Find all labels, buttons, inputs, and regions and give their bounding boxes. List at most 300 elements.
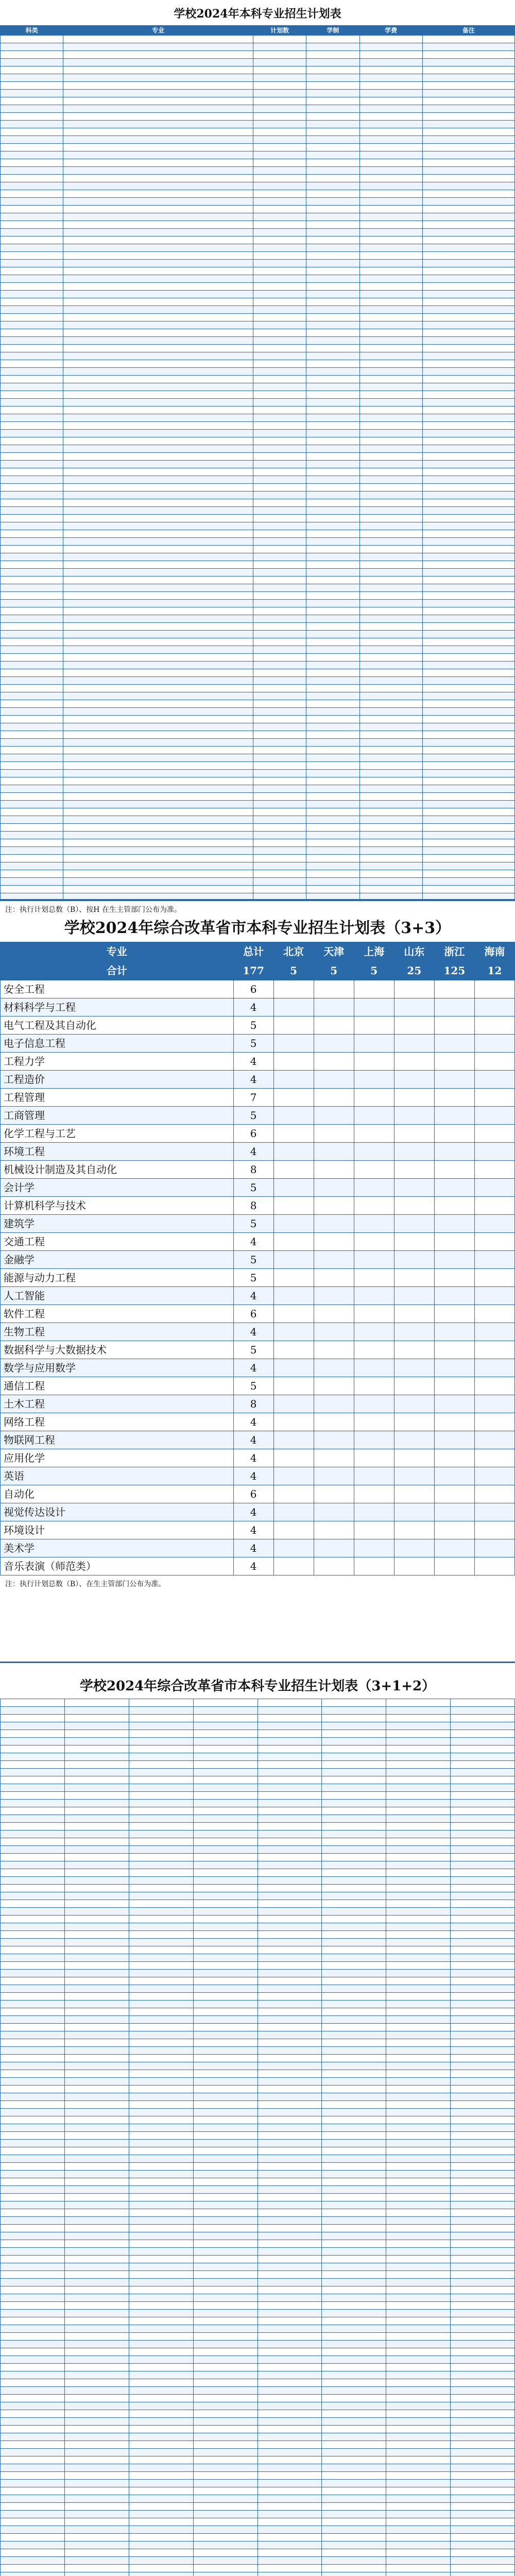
table-cell <box>451 1722 515 1730</box>
table-row <box>1 816 515 824</box>
table-cell <box>474 998 514 1016</box>
table-cell <box>258 2371 322 2379</box>
table-cell <box>64 1722 129 1730</box>
table-cell <box>1 2093 65 2101</box>
table-cell <box>1 2031 65 2039</box>
table-cell <box>386 1846 451 1854</box>
table-cell <box>1 2039 65 2047</box>
table-cell <box>273 1089 314 1107</box>
table-cell <box>422 492 514 499</box>
table-cell <box>386 1823 451 1831</box>
table-cell <box>258 2001 322 2008</box>
table-cell <box>322 2572 386 2576</box>
table-cell <box>193 2201 258 2209</box>
table-cell <box>258 2495 322 2503</box>
section1-table <box>0 25 515 901</box>
table-cell <box>1 151 63 159</box>
table-cell <box>386 1854 451 1861</box>
table-cell <box>253 136 306 144</box>
table-cell <box>422 862 514 870</box>
table-cell <box>306 144 359 151</box>
table-cell <box>253 383 306 391</box>
table-cell <box>306 128 359 136</box>
table-cell <box>64 2271 129 2279</box>
table-cell <box>193 2039 258 2047</box>
table-cell <box>258 2124 322 2132</box>
table-cell <box>386 1892 451 1900</box>
table-cell <box>258 1993 322 2001</box>
table-cell <box>306 236 359 244</box>
table-cell <box>253 337 306 345</box>
table-cell <box>359 105 422 113</box>
table-cell <box>193 2464 258 2472</box>
table-cell <box>306 553 359 561</box>
table-cell <box>422 128 514 136</box>
table-cell <box>63 654 253 662</box>
table-cell <box>359 430 422 437</box>
table-cell <box>193 1699 258 1707</box>
table-cell <box>422 206 514 213</box>
table-cell <box>129 2101 193 2109</box>
table-cell <box>422 538 514 546</box>
table-cell <box>359 785 422 793</box>
table-cell <box>322 1877 386 1885</box>
table-cell <box>386 2557 451 2565</box>
table-cell <box>354 1107 394 1125</box>
table-row <box>1 51 515 59</box>
table-cell <box>64 1715 129 1722</box>
table-cell <box>63 113 253 121</box>
table-cell <box>64 1745 129 1753</box>
table-cell <box>253 97 306 105</box>
table-cell <box>64 2511 129 2518</box>
table-cell <box>1 662 63 669</box>
table-cell <box>193 2348 258 2356</box>
table-cell <box>1 74 63 82</box>
table-cell <box>63 36 253 43</box>
table-cell <box>258 2464 322 2472</box>
table-cell <box>322 2402 386 2410</box>
table-cell: 4 <box>233 1143 273 1161</box>
table-row <box>1 2480 515 2487</box>
table-cell <box>129 2541 193 2549</box>
table-cell <box>474 1107 514 1125</box>
table-cell <box>129 2232 193 2240</box>
table-row <box>1 708 515 716</box>
table-row <box>1 260 515 267</box>
table-cell <box>474 1233 514 1251</box>
table-cell <box>322 2271 386 2279</box>
section-divider <box>0 899 515 901</box>
table-cell <box>63 546 253 553</box>
table-cell <box>474 1035 514 1053</box>
table-cell <box>64 2140 129 2147</box>
table-cell <box>1 2534 65 2541</box>
table-cell <box>253 461 306 468</box>
table-cell <box>1 2217 65 2225</box>
table-row <box>1 731 515 739</box>
table-row <box>1 2395 515 2402</box>
table-cell <box>129 2279 193 2286</box>
table-cell <box>322 2201 386 2209</box>
table-cell <box>64 2402 129 2410</box>
table-cell <box>64 2526 129 2534</box>
table-cell <box>451 2541 515 2549</box>
table-cell <box>359 731 422 739</box>
table-cell <box>451 2116 515 2124</box>
table-cell <box>129 2549 193 2557</box>
table-cell <box>386 2279 451 2286</box>
table-row <box>1 1916 515 1923</box>
table-cell <box>434 1125 474 1143</box>
table-row <box>1 2225 515 2232</box>
table-cell <box>322 2333 386 2341</box>
table-cell <box>64 2163 129 2171</box>
table-cell <box>253 654 306 662</box>
table-cell <box>1 2503 65 2511</box>
table-cell <box>359 770 422 777</box>
table-row <box>1 306 515 314</box>
table-cell: 人工智能 <box>1 1287 234 1305</box>
table-cell <box>1 453 63 461</box>
table-cell <box>193 2263 258 2271</box>
table-cell <box>64 2171 129 2178</box>
table-cell <box>306 592 359 600</box>
table-cell <box>434 1233 474 1251</box>
table-cell <box>386 2286 451 2294</box>
table-cell <box>359 700 422 708</box>
table-cell <box>306 66 359 74</box>
table-cell <box>193 1815 258 1823</box>
table-cell <box>258 2379 322 2387</box>
table-row <box>1 770 515 777</box>
table-cell <box>193 2101 258 2109</box>
table-cell <box>1 2140 65 2147</box>
table-cell <box>306 662 359 669</box>
table-cell <box>422 368 514 376</box>
table-cell <box>1 754 63 762</box>
table-cell <box>306 267 359 275</box>
table-cell <box>306 399 359 406</box>
table-cell <box>386 1753 451 1761</box>
table-cell <box>193 1730 258 1738</box>
table-cell <box>314 1503 354 1521</box>
table-cell <box>63 700 253 708</box>
table-cell <box>306 499 359 507</box>
table-cell <box>253 886 306 893</box>
table-row <box>1 2248 515 2256</box>
table-cell <box>1 515 63 522</box>
table-cell <box>63 360 253 368</box>
table-cell: 6 <box>233 1485 273 1503</box>
table-cell <box>258 2062 322 2070</box>
table-cell <box>253 731 306 739</box>
table-cell <box>64 2495 129 2503</box>
table-cell <box>354 1413 394 1431</box>
table-cell <box>474 1197 514 1215</box>
table-cell <box>253 352 306 360</box>
table-cell <box>451 2518 515 2526</box>
table-cell <box>322 1954 386 1962</box>
table-row <box>1 1869 515 1877</box>
table-cell: 5 <box>233 1179 273 1197</box>
table-cell <box>1 1722 65 1730</box>
section2-col-shandong: 山东 <box>394 942 434 961</box>
table-cell <box>394 1143 434 1161</box>
table-row <box>1 2124 515 2132</box>
table-cell <box>253 445 306 453</box>
table-cell <box>451 2503 515 2511</box>
table-cell <box>273 1287 314 1305</box>
table-cell <box>322 1916 386 1923</box>
table-cell <box>258 1807 322 1815</box>
table-cell <box>1 321 63 329</box>
table-cell <box>386 2526 451 2534</box>
table-cell <box>63 716 253 723</box>
table-cell <box>322 1931 386 1939</box>
table-cell <box>1 376 63 383</box>
table-cell <box>63 553 253 561</box>
table-cell <box>63 739 253 747</box>
table-cell <box>258 1738 322 1745</box>
table-cell <box>64 2263 129 2271</box>
table-cell <box>322 2449 386 2456</box>
table-cell <box>258 2263 322 2271</box>
table-cell <box>354 1539 394 1557</box>
table-cell <box>63 615 253 623</box>
table-cell <box>193 2356 258 2364</box>
table-row <box>1 468 515 476</box>
table-cell <box>253 492 306 499</box>
table-cell <box>306 754 359 762</box>
table-cell <box>394 1395 434 1413</box>
table-row <box>1 855 515 862</box>
table-cell <box>64 2201 129 2209</box>
table-cell <box>422 476 514 484</box>
table-row <box>1 2194 515 2201</box>
table-cell <box>64 1784 129 1792</box>
table-cell <box>422 252 514 260</box>
table-row <box>1 677 515 685</box>
table-cell <box>1 1707 65 1715</box>
table-cell <box>306 654 359 662</box>
table-cell <box>322 1715 386 1722</box>
table-cell <box>394 1215 434 1233</box>
table-cell <box>451 2464 515 2472</box>
table-cell <box>1 298 63 306</box>
table-cell: 生物工程 <box>1 1323 234 1341</box>
table-cell <box>64 2286 129 2294</box>
table-cell <box>322 1869 386 1877</box>
table-cell <box>129 2534 193 2541</box>
table-cell <box>64 1738 129 1745</box>
table-cell <box>1 1854 65 1861</box>
table-cell: 工程造价 <box>1 1071 234 1089</box>
table-cell <box>63 59 253 66</box>
table-cell <box>322 2101 386 2109</box>
table-row <box>1 2426 515 2433</box>
table-cell <box>306 213 359 221</box>
table-cell <box>434 1107 474 1125</box>
table-cell <box>63 623 253 631</box>
table-cell <box>1 1769 65 1776</box>
table-cell <box>193 1985 258 1993</box>
table-cell <box>253 66 306 74</box>
table-cell <box>386 2209 451 2217</box>
table-cell <box>322 2464 386 2472</box>
table-cell <box>1 2124 65 2132</box>
table-cell <box>253 391 306 399</box>
table-cell <box>322 1823 386 1831</box>
table-cell <box>129 1923 193 1931</box>
table-cell <box>451 2225 515 2232</box>
table-cell <box>64 2225 129 2232</box>
table-cell <box>129 1861 193 1869</box>
table-cell <box>451 1715 515 1722</box>
table-cell <box>63 816 253 824</box>
table-cell <box>359 36 422 43</box>
table-row <box>1 2093 515 2101</box>
table-cell <box>129 2039 193 2047</box>
table-cell <box>306 685 359 692</box>
table-row <box>1 1341 515 1359</box>
table-cell <box>422 97 514 105</box>
table-cell <box>253 522 306 530</box>
table-cell <box>129 2256 193 2263</box>
table-cell <box>63 468 253 476</box>
table-cell <box>1 2464 65 2472</box>
table-cell <box>422 515 514 522</box>
table-cell <box>422 546 514 553</box>
table-cell <box>451 1854 515 1861</box>
table-cell <box>306 832 359 839</box>
table-cell <box>63 437 253 445</box>
table-cell <box>129 2333 193 2341</box>
table-cell <box>314 1161 354 1179</box>
table-cell <box>1 2348 65 2356</box>
table-cell <box>258 2310 322 2317</box>
table-cell <box>394 1071 434 1089</box>
table-cell <box>258 2518 322 2526</box>
table-cell <box>253 808 306 816</box>
table-cell <box>314 1179 354 1197</box>
table-row <box>1 329 515 337</box>
table-cell <box>359 816 422 824</box>
table-cell <box>306 430 359 437</box>
table-cell <box>253 600 306 607</box>
table-row <box>1 74 515 82</box>
table-cell <box>253 190 306 198</box>
section2-totals-row <box>1 961 515 980</box>
section2-total-tianjin: 5 <box>314 961 354 980</box>
table-cell <box>1 723 63 731</box>
table-row <box>1 2024 515 2031</box>
table-cell <box>354 1071 394 1089</box>
table-cell <box>253 638 306 646</box>
table-cell <box>253 878 306 886</box>
table-cell <box>63 538 253 546</box>
table-cell <box>359 600 422 607</box>
table-cell <box>1 592 63 600</box>
table-cell <box>451 1831 515 1838</box>
table-row <box>1 2379 515 2387</box>
table-cell <box>193 2410 258 2418</box>
table-cell <box>253 770 306 777</box>
table-cell <box>64 1831 129 1838</box>
table-cell <box>258 1722 322 1730</box>
table-cell <box>386 2294 451 2302</box>
section2-total-shandong: 25 <box>394 961 434 980</box>
table-cell <box>1 2155 65 2163</box>
table-cell <box>1 1861 65 1869</box>
table-cell <box>193 2186 258 2194</box>
table-cell <box>193 2240 258 2248</box>
table-cell <box>474 1125 514 1143</box>
table-cell <box>64 2410 129 2418</box>
table-cell: 自动化 <box>1 1485 234 1503</box>
table-cell <box>359 886 422 893</box>
table-row <box>1 1395 515 1413</box>
table-row <box>1 2101 515 2109</box>
table-row <box>1 159 515 167</box>
table-cell <box>64 1707 129 1715</box>
table-row <box>1 2132 515 2140</box>
table-row <box>1 2487 515 2495</box>
table-cell <box>129 2171 193 2178</box>
table-cell <box>1 399 63 406</box>
table-cell <box>64 2116 129 2124</box>
table-cell <box>258 1753 322 1761</box>
table-cell <box>1 368 63 376</box>
table-cell <box>63 832 253 839</box>
table-cell <box>451 2557 515 2565</box>
table-cell: 工程管理 <box>1 1089 234 1107</box>
table-row <box>1 2302 515 2310</box>
section2-col-major: 专业 <box>1 942 234 961</box>
table-row <box>1 1846 515 1854</box>
table-cell <box>64 1954 129 1962</box>
table-cell <box>253 182 306 190</box>
table-cell <box>64 2464 129 2472</box>
table-cell <box>258 2472 322 2480</box>
table-cell <box>359 90 422 97</box>
table-cell <box>1 291 63 298</box>
table-cell <box>64 2541 129 2549</box>
table-cell <box>1 2178 65 2186</box>
table-cell: 能源与动力工程 <box>1 1269 234 1287</box>
table-cell <box>193 1753 258 1761</box>
table-cell <box>322 1908 386 1916</box>
table-cell <box>64 1892 129 1900</box>
table-cell <box>386 1923 451 1931</box>
table-cell <box>306 314 359 321</box>
table-cell <box>129 2263 193 2271</box>
table-cell <box>1 2325 65 2333</box>
table-cell <box>64 2062 129 2070</box>
table-cell <box>258 1776 322 1784</box>
table-cell <box>394 1359 434 1377</box>
table-cell <box>322 2418 386 2426</box>
table-row <box>1 414 515 422</box>
table-cell <box>386 1699 451 1707</box>
table-cell <box>359 221 422 229</box>
table-cell <box>1 221 63 229</box>
table-cell <box>1 1745 65 1753</box>
table-cell <box>258 2317 322 2325</box>
table-cell <box>322 2557 386 2565</box>
table-cell <box>258 2341 322 2348</box>
table-cell <box>193 1846 258 1854</box>
